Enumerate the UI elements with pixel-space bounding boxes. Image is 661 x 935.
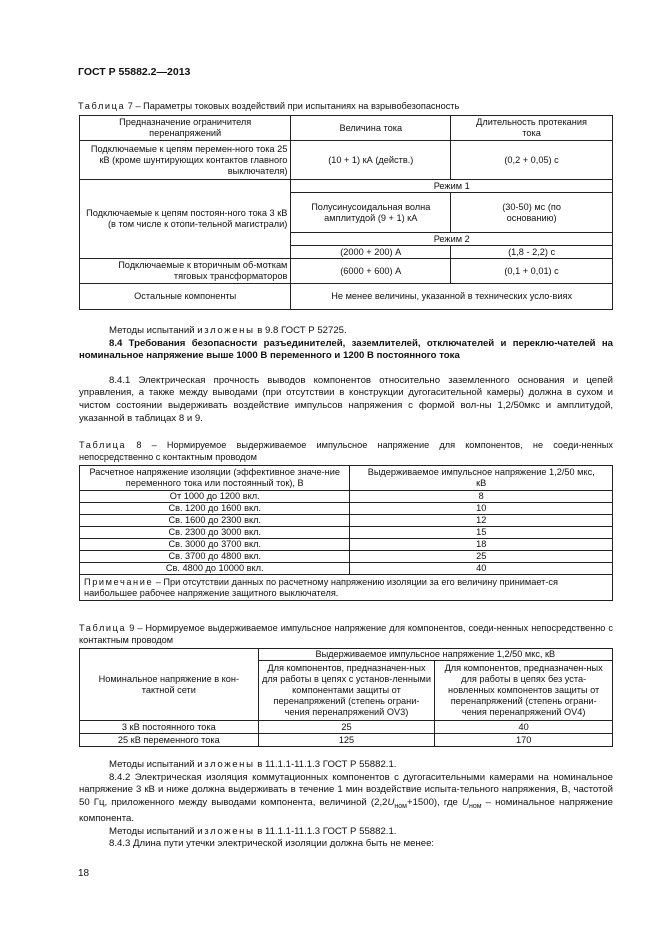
table8-range-cell: От 1000 до 1200 вкл. (80, 491, 350, 503)
table9-cell: 170 (435, 734, 613, 747)
methods-ref: в 9.8 ГОСТ Р 52725. (254, 325, 347, 336)
table8-value-cell: 15 (350, 527, 613, 539)
table7-mode-label: Режим 2 (291, 233, 613, 246)
table9-cell: 125 (258, 734, 435, 747)
methods-text: Методы испытаний (109, 825, 198, 837)
methods-spaced-word: изложены (197, 825, 255, 837)
table9-caption-text: 9 – Нормируемое выдерживаемое импульсное напряжение для компонентов, соеди-ненных непосредственно с контактным проводом (79, 623, 613, 645)
formula-u: U (462, 796, 469, 808)
methods-ref: в 11.1.1-11.1.3 ГОСТ Р 55882.1. (254, 825, 397, 837)
table8-range-cell: Св. 2300 до 3000 вкл. (80, 527, 350, 539)
paragraph-8-4-1: 8.4.1 Электрическая прочность выводов компонентов относительно заземленного основания и цепей управления, а также между выводами (при отсутствии в конструкции дугогасительной камеры) должна в сухом и чистом состоянии выдерживать воздействие импульсов напряжения с формой вол-ны 1,2/50мкс и амплитудой, указанной в таблицах 8 и 9. (79, 374, 613, 424)
methods-paragraph-1 (79, 325, 613, 338)
table7-cell: (0,2 + 0,05) с (451, 141, 613, 180)
table8 (79, 465, 613, 601)
section-heading-8-4: 8.4 Требования безопасности разъединителей, заземлителей, отключателей и переклю-чателей на номинальное напряжение выше 1000 В переменного и 1200 В постоянного тока (79, 337, 613, 362)
methods-paragraph-3 (79, 826, 613, 839)
table8-header-insulation: Расчетное напряжение изоляции (эффективное значе-ние переменного тока или постоянный ток), В (80, 466, 350, 491)
table9-caption-word: Таблица (79, 623, 127, 633)
table8-row (80, 527, 613, 539)
table8-range-cell: Св. 3700 до 4800 вкл. (80, 551, 350, 563)
table8-caption-word: Таблица (79, 440, 127, 450)
table7-mode-label: Режим 1 (291, 180, 613, 193)
formula-u-sub: ном (468, 802, 482, 810)
table8-range-cell: Св. 3000 до 3700 вкл. (80, 539, 350, 551)
table9 (79, 648, 613, 747)
table7-cell: Подключаемые к цепям перемен-ного тока 25 кВ (кроме шунтирующих контактов главного выключателя) (80, 141, 291, 180)
table9-header-ov4: Для компонентов, предназначен-ных для работы в цепях без уста-новленных компонентов защиты от перенапряжений (степень ограни-чения перенапряжений OV4) (435, 661, 613, 721)
table8-value-cell: 25 (350, 551, 613, 563)
table8-row (80, 491, 613, 503)
table8-value-cell: 18 (350, 539, 613, 551)
text-block-1 (79, 325, 613, 425)
methods-spaced-word: изложены (197, 759, 255, 770)
table7-cell: Подключаемые к вторичным об-моткам тяговых трансформаторов (80, 259, 291, 284)
table7-cell: (1,8 - 2,2) с (451, 246, 613, 259)
table7-caption-word: Таблица (78, 101, 126, 111)
table8-value-cell: 12 (350, 515, 613, 527)
table7-cell: (0,1 + 0,01) с (451, 259, 613, 284)
table8-value-cell: 10 (350, 503, 613, 515)
table9-cell: 3 кВ постоянного тока (80, 721, 259, 734)
table7-cell: (30-50) мс (по основанию) (451, 193, 613, 233)
formula-u: U (387, 796, 395, 808)
document-header: ГОСТ Р 55882.2—2013 (78, 66, 191, 78)
table9-caption (79, 623, 613, 646)
table8-note-text: – При отсутствии данных по расчетному напряжению изоляции за его величину принимает-ся наибольшее рабочее напряжение защитного выключателя. (84, 576, 558, 598)
methods-text: Методы испытаний (109, 325, 198, 336)
paragraph-8-4-2-text: 8.4.2 Электрическая изоляция коммутационных компонентов с дугогасительными камерами на номинальное напряжение 3 кВ и ниже должна выдерживать в течение 1 мин воздействие испыта-тельного напряжения, В, частотой 50 Гц, приложенного между выводами компонента, величиной (2,2 (79, 771, 613, 808)
methods-text: Методы испытаний (109, 759, 198, 770)
table8-note (80, 575, 613, 601)
table8-row (80, 563, 613, 575)
table8-range-cell: Св. 1600 до 2300 вкл. (80, 515, 350, 527)
table8-note-word: Примечание (84, 576, 154, 587)
table9-cell: 25 (258, 721, 435, 734)
table8-value-cell: 40 (350, 563, 613, 575)
table7-cell: (2000 + 200) А (291, 246, 451, 259)
text-block-2 (79, 759, 613, 851)
table8-caption-text: 8 – Нормируемое выдерживаемое импульсное напряжение для компонентов, не соеди-ненных непосредственно с контактным проводом (79, 440, 613, 462)
table7-header-purpose: Предназначение ограничителя перенапряжений (80, 116, 291, 141)
table7-cell: Подключаемые к цепям постоян-ного тока 3 кВ (в том числе к отопи-тельной магистрали) (80, 180, 291, 259)
table7-cell: Остальные компоненты (80, 284, 291, 310)
table9-header-ov3: Для компонентов, предназначен-ных для работы в цепях с установ-ленными компонентами защиты от перенапряжений (степень ограни-чения перенапряжений OV3) (258, 661, 435, 721)
methods-paragraph-2 (79, 759, 613, 772)
table8-range-cell: Св. 4800 до 10000 вкл. (80, 563, 350, 575)
methods-spaced-word: изложены (197, 325, 255, 336)
table9-header-group: Выдерживаемое импульсное напряжение 1,2/50 мкс, кВ (258, 649, 612, 661)
paragraph-8-4-2 (79, 772, 613, 826)
table7-cell: Не менее величины, указанной в технических усло-виях (291, 284, 613, 310)
table7-cell: (6000 + 600) А (291, 259, 451, 284)
table7-header-duration: Длительность протекания тока (451, 116, 613, 141)
table8-range-cell: Св. 1200 до 1600 вкл. (80, 503, 350, 515)
table8-row (80, 503, 613, 515)
table9-cell: 40 (435, 721, 613, 734)
table7-header-current: Величина тока (291, 116, 451, 141)
formula-u-sub: ном (394, 802, 407, 810)
table8-row (80, 515, 613, 527)
table7-caption-text: 7 – Параметры токовых воздействий при испытаниях на взрывобезопасность (125, 101, 460, 111)
table7-cell: (10 + 1) кА (действ.) (291, 141, 451, 180)
paragraph-8-4-2-text: – номинальное напряжение компонента. (79, 796, 614, 825)
table8-row (80, 551, 613, 563)
table8-row (80, 539, 613, 551)
table8-value-cell: 8 (350, 491, 613, 503)
table9-cell: 25 кВ переменного тока (80, 734, 259, 747)
table9-header-nominal: Номинальное напряжение в кон-тактной сети (80, 649, 259, 721)
table7-cell: Полусинусоидальная волна амплитудой (9 + 1) кА (291, 193, 451, 233)
paragraph-8-4-3: 8.4.3 Длина пути утечки электрической изоляции должна быть не менее: (109, 838, 435, 850)
table7-caption (78, 101, 618, 113)
methods-ref: в 11.1.1-11.1.3 ГОСТ Р 55882.1. (254, 759, 397, 770)
table7 (79, 115, 613, 310)
table8-caption (79, 440, 613, 463)
table8-header-impulse: Выдерживаемое импульсное напряжение 1,2/50 мкс, кВ (350, 466, 613, 491)
paragraph-8-4-2-text: +1500), где (406, 796, 463, 808)
page-number: 18 (78, 868, 90, 879)
